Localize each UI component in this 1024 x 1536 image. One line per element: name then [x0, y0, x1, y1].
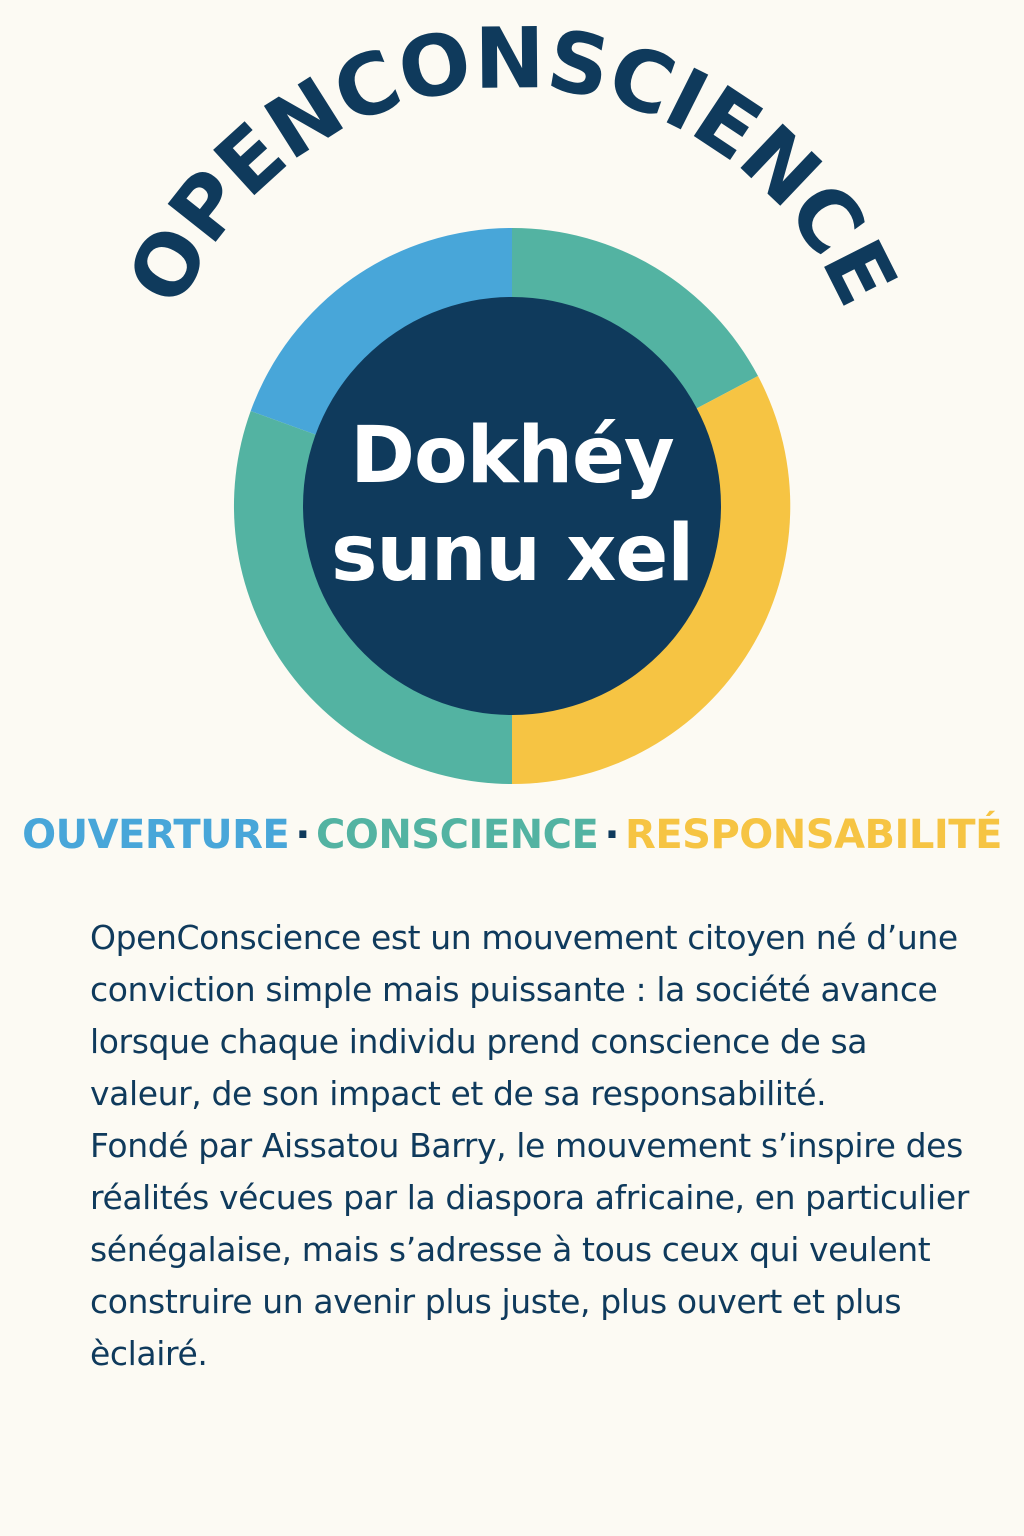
value-responsabilite: RESPONSABILITÉ [625, 812, 1002, 858]
logo-center-line2: sunu xel [330, 509, 694, 599]
logo-ring [234, 228, 790, 784]
description-paragraph-1: OpenConscience est un mouvement citoyen né d’une conviction simple mais puissante : la société avance lorsque chaque individu prend conscience de sa valeur, de son impact et de sa responsabilité. [90, 918, 958, 1113]
logo-center-line1: Dokhéy [350, 411, 674, 501]
value-separator: · [604, 812, 620, 858]
movement-description [90, 912, 970, 1380]
value-conscience: CONSCIENCE [315, 812, 599, 858]
logo-center-disc [303, 297, 721, 715]
description-paragraph-2: Fondé par Aissatou Barry, le mouvement s’inspire des réalités vécues par la diaspora africaine, en particulier sénégalaise, mais s’adresse à tous ceux qui veulent construire un avenir plus juste, plus ouvert et plus èclairé. [90, 1126, 969, 1373]
logo-arc-title: OPENCONSCIENCE [108, 9, 916, 320]
value-separator: · [295, 812, 310, 858]
value-ouverture: OUVERTURE [22, 812, 290, 858]
values-tagline [0, 812, 1024, 858]
